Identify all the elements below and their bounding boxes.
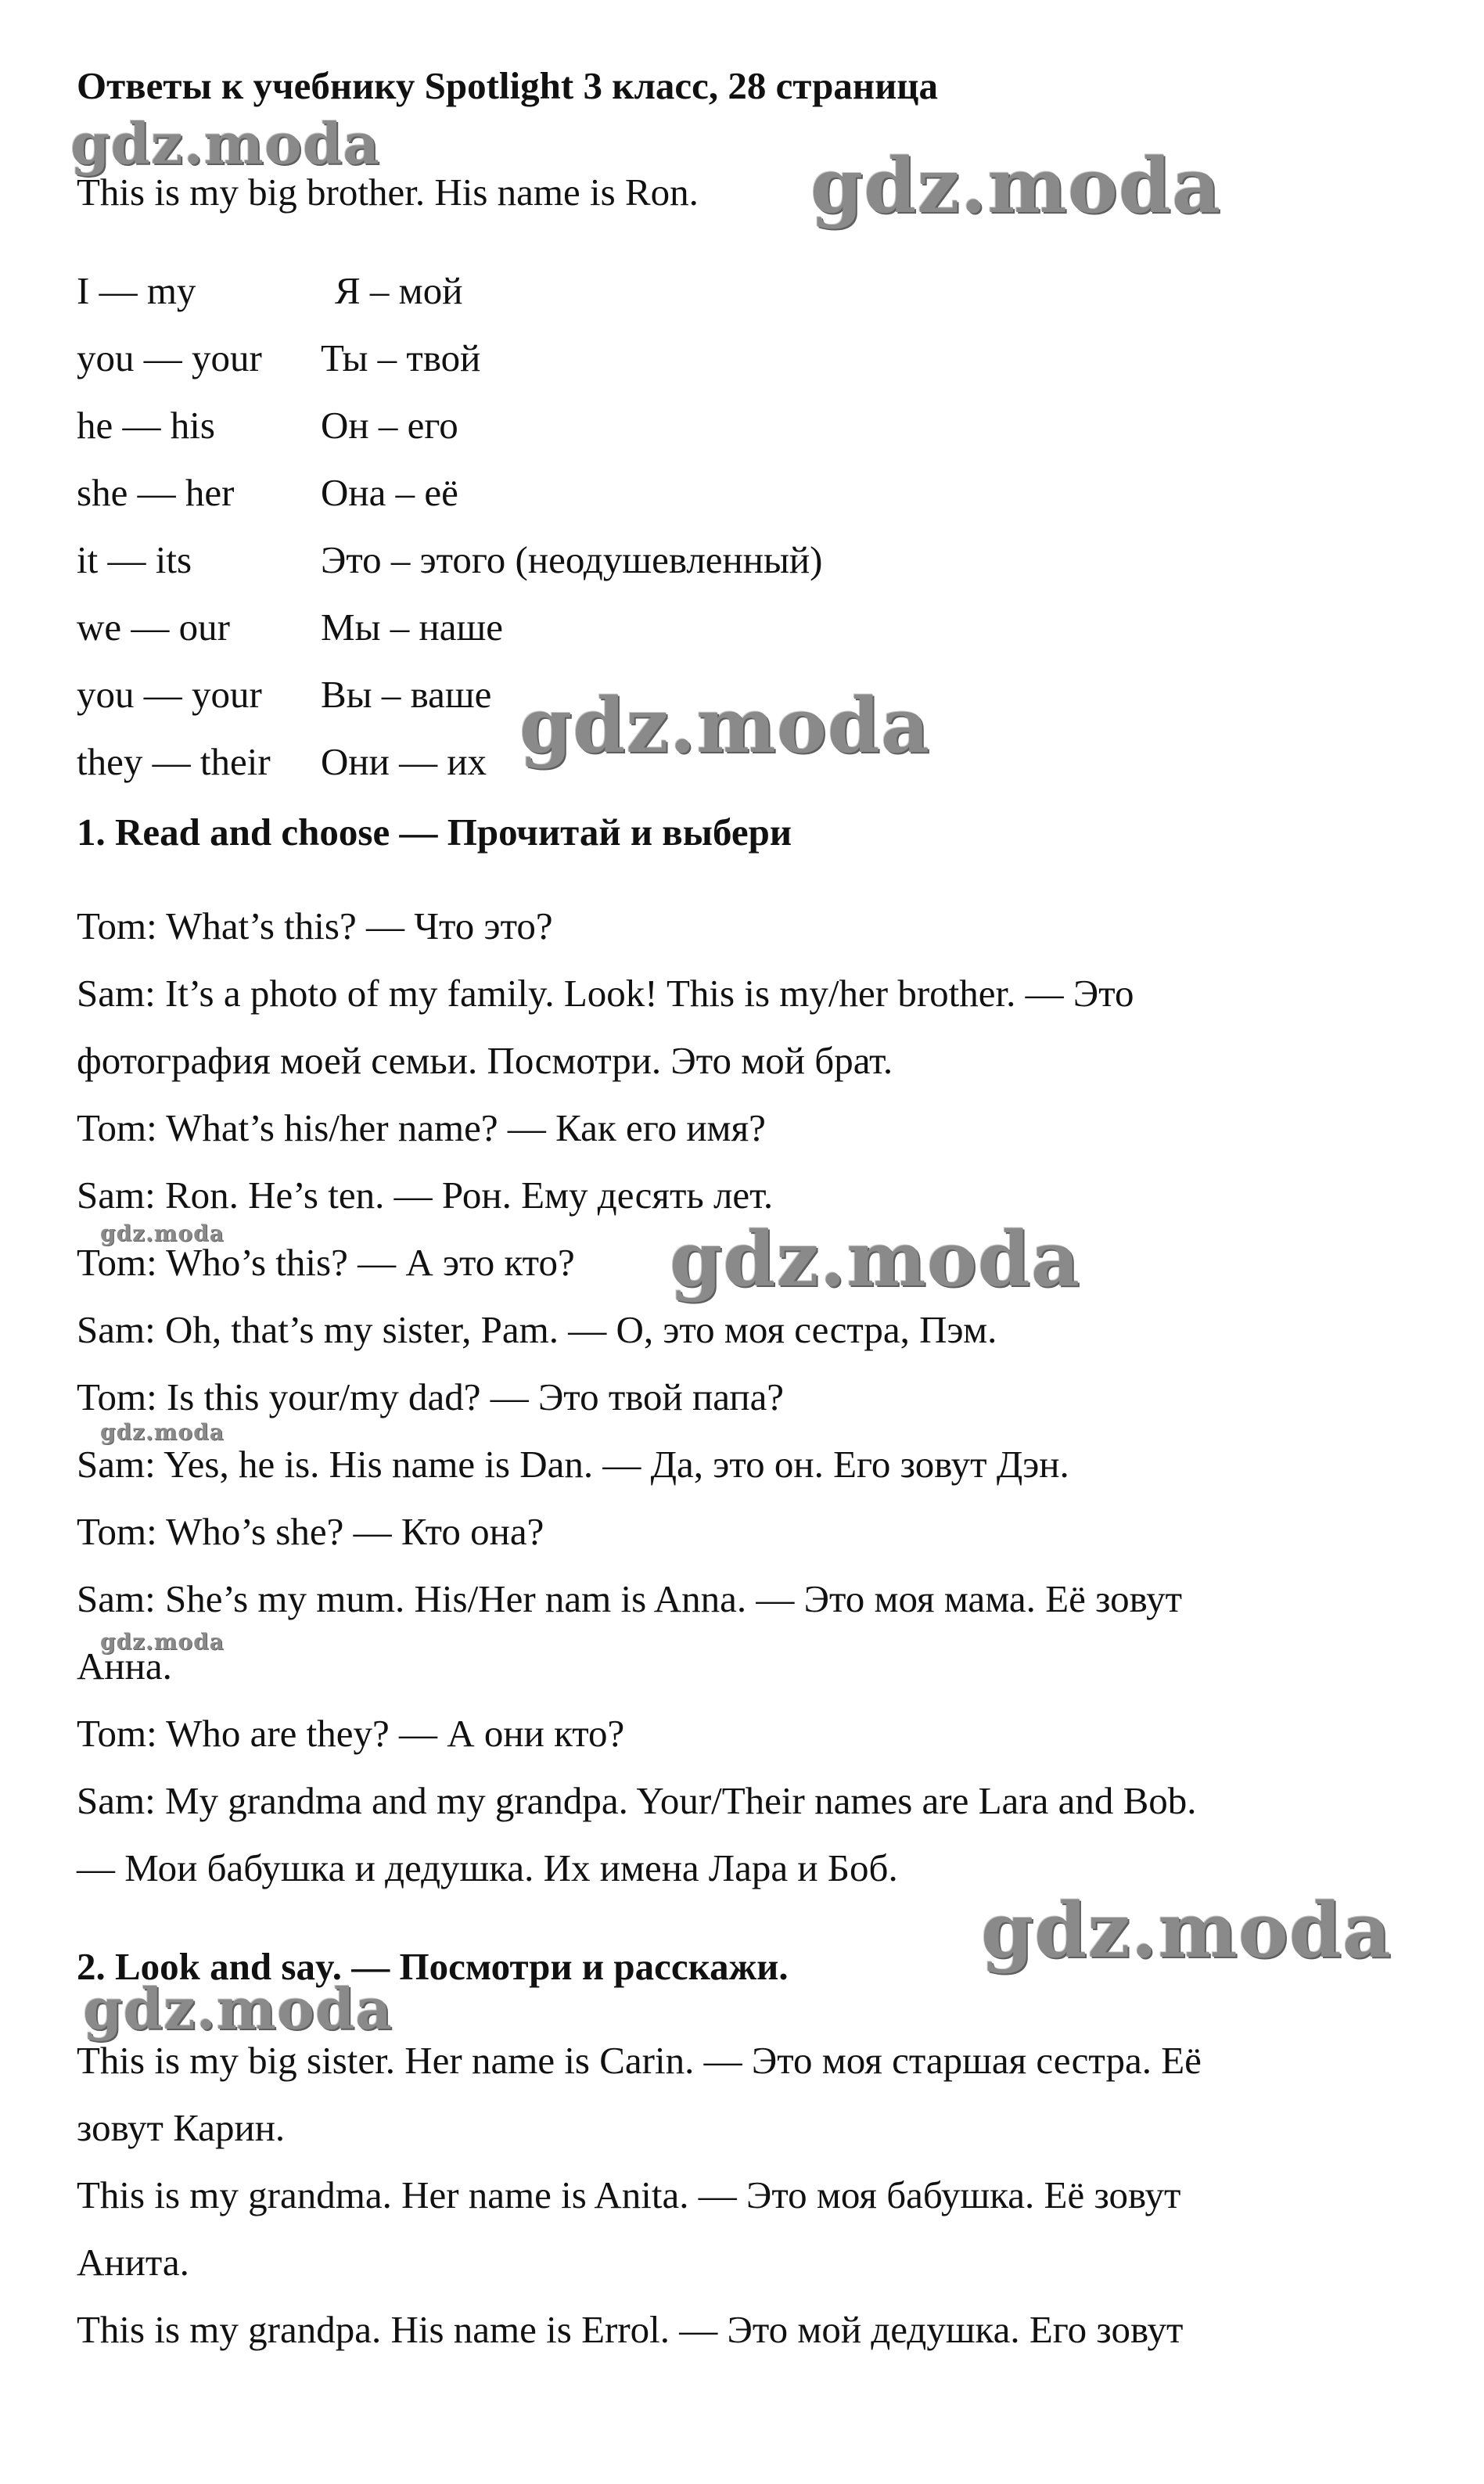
section-2-heading: 2. Look and say. — Посмотри и расскажи. xyxy=(77,1945,789,1988)
pronoun-en: she — her xyxy=(77,471,235,514)
watermark-logo: gdz.moda xyxy=(810,142,1222,230)
text-line: Sam: She’s my mum. His/Her nam is Anna. — Это моя мама. Её зовут xyxy=(77,1577,1183,1620)
text-line: Sam: My grandma and my grandpa. Your/Their names are Lara and Bob. xyxy=(77,1779,1197,1822)
text-line: Анна. xyxy=(77,1645,172,1688)
text-line: фотография моей семьи. Посмотри. Это мой брат. xyxy=(77,1039,893,1082)
pronoun-en: you — your xyxy=(77,336,262,379)
pronoun-ru: Он – его xyxy=(321,404,458,447)
text-line: — Мои бабушка и дедушка. Их имена Лара и Боб. xyxy=(77,1846,898,1889)
text-line: Sam: Ron. He’s ten. — Рон. Ему десять лет. xyxy=(77,1174,774,1217)
text-line: Sam: Oh, that’s my sister, Pam. — О, это моя сестра, Пэм. xyxy=(77,1308,997,1351)
watermark-logo: gdz.moda xyxy=(100,1220,225,1246)
pronoun-en: he — his xyxy=(77,404,215,447)
watermark-logo: gdz.moda xyxy=(981,1886,1392,1975)
watermark-logo: gdz.moda xyxy=(70,110,380,177)
pronoun-en: they — their xyxy=(77,740,271,783)
pronoun-ru: Вы – ваше xyxy=(321,673,492,716)
text-line: This is my grandpa. His name is Errol. — Это мой дедушка. Его зовут xyxy=(77,2308,1184,2351)
pronoun-ru: Это – этого (неодушевленный) xyxy=(321,538,823,581)
pronoun-en: you — your xyxy=(77,673,262,716)
pronoun-ru: Я – мой xyxy=(335,269,463,312)
text-line: Tom: Who’s this? — А это кто? xyxy=(77,1241,575,1284)
watermark-logo: gdz.moda xyxy=(100,1419,225,1445)
text-line: Tom: Who’s she? — Кто она? xyxy=(77,1510,544,1553)
text-line: Sam: Yes, he is. His name is Dan. — Да, это он. Его зовут Дэн. xyxy=(77,1443,1069,1486)
pronoun-en: I — my xyxy=(77,269,196,312)
page-title: Ответы к учебнику Spotlight 3 класс, 28 страница xyxy=(77,64,939,107)
text-line: Tom: Who are they? — А они кто? xyxy=(77,1712,625,1755)
pronoun-ru: Мы – наше xyxy=(321,606,503,649)
pronoun-en: we — our xyxy=(77,606,230,649)
watermark-logo: gdz.moda xyxy=(100,1629,225,1655)
text-line: Tom: Is this your/my dad? — Это твой папа? xyxy=(77,1375,785,1418)
pronoun-ru: Ты – твой xyxy=(321,336,481,379)
pronoun-ru: Они — их xyxy=(321,740,487,783)
text-line: This is my big sister. Her name is Carin. — Это моя старшая сестра. Её xyxy=(77,2039,1202,2082)
watermark-logo: gdz.moda xyxy=(83,1975,393,2042)
text-line: Tom: What’s his/her name? — Как его имя? xyxy=(77,1106,766,1149)
text-line: This is my grandma. Her name is Anita. — Это моя бабушка. Её зовут xyxy=(77,2173,1181,2216)
text-line: Sam: It’s a photo of my family. Look! This is my/her brother. — Это xyxy=(77,972,1134,1015)
pronoun-en: it — its xyxy=(77,538,192,581)
text-line: Анита. xyxy=(77,2241,189,2284)
watermark-logo: gdz.moda xyxy=(519,681,931,770)
pronoun-ru: Она – её xyxy=(321,471,458,514)
text-line: Tom: What’s this? — Что это? xyxy=(77,904,553,947)
section-1-heading: 1. Read and choose — Прочитай и выбери xyxy=(77,811,792,854)
watermark-logo: gdz.moda xyxy=(670,1215,1081,1303)
text-line: зовут Карин. xyxy=(77,2106,286,2149)
intro-sentence: This is my big brother. His name is Ron. xyxy=(77,171,699,214)
